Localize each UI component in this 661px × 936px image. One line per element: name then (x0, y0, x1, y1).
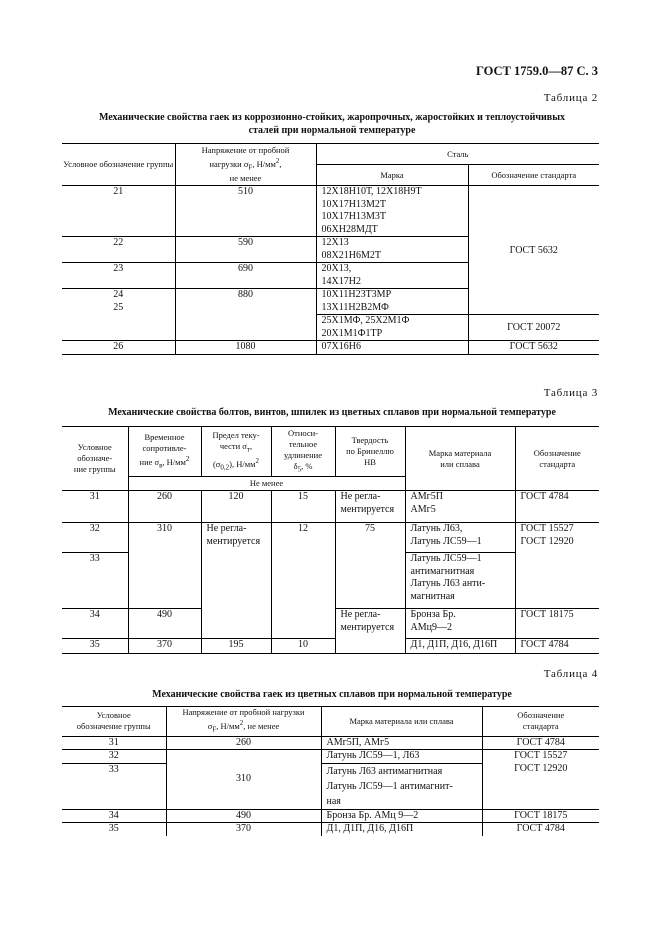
table-row: 31 260 120 15 Не регла- ментируется АМг5П АМг5 ГОСТ 4784 (62, 491, 599, 523)
table3-label: Таблица 3 (543, 387, 598, 399)
table-row: 22 590 12Х13 08Х21Н6М2Т (62, 237, 599, 263)
table-row: 32 310 Латунь ЛС59—1, Л63 ГОСТ 15527 (62, 750, 599, 764)
table4-title: Механические свойства гаек из цветных сплавов при нормальной температуре (152, 689, 512, 700)
table3-header-standard: Обозначение стандарта (515, 427, 599, 491)
table-row: 23 690 20Х13, 14Х17Н2 (62, 263, 599, 289)
table2-label: Таблица 2 (543, 92, 598, 104)
table2-title-line2: сталей при нормальной температуре (248, 125, 416, 136)
table-row: 34 490 Не регла- ментируется Бронза Бр. АМц9—2 ГОСТ 18175 (62, 609, 599, 639)
table-row: 35 370 195 10 Д1, Д1П, Д16, Д16П ГОСТ 4784 (62, 639, 599, 654)
table3-header-min: Не менее (128, 477, 405, 491)
table3-header-tensile: Временное сопротивле- ние $\sigma_в$, $Н/мм^2$ (128, 427, 201, 477)
table2-title (62, 111, 602, 137)
table3-header-material: Марка материала или сплава (405, 427, 515, 491)
table-row: 24 25 880 10Х11Н23Т3МР 13Х11Н2В2МФ (62, 289, 599, 315)
table-row: 32 310 Не регла- ментируется 12 75 Латунь Л63, Латунь ЛС59—1 ГОСТ 15527 ГОСТ 12920 (62, 523, 599, 553)
table4-header-standard: Обозначение стандарта (482, 707, 599, 737)
table3-header-elongation: Относи- тельное удлинение $\delta_5$, % (271, 427, 335, 477)
table-row: 33 Латунь Л63 антимагнитная Латунь ЛС59—1 антимагнит- ная ГОСТ 12920 (62, 763, 599, 809)
table-row: 25Х1МФ, 25Х2М1Ф 20Х1М1Ф1ТР ГОСТ 20072 (62, 315, 599, 341)
table2 (62, 143, 599, 355)
table4 (62, 706, 599, 836)
table4-header-stress: Напряжение от пробной нагрузки $\sigma_F$, $Н/мм^2$, не менее (166, 707, 321, 737)
table2-header-standard: Обозначение стандарта (468, 165, 599, 186)
table-row: 26 1080 07Х16Н6 ГОСТ 5632 (62, 341, 599, 355)
table-row: 21 510 12Х18Н10Т, 12Х18Н9Т 10Х17Н13М2Т 10Х17Н13М3Т 06ХН28МДТ ГОСТ 5632 (62, 186, 599, 237)
table3-header-group: Условное обозначе- ние группы (62, 427, 128, 491)
table-row: 34 490 Бронза Бр. АМц 9—2 ГОСТ 18175 (62, 809, 599, 823)
table4-header-material: Марка материала или сплава (321, 707, 482, 737)
table2-header-steel: Сталь (316, 144, 599, 165)
table-row: 31 260 АМг5П, АМг5 ГОСТ 4784 (62, 736, 599, 750)
table2-header-group: Условное обозначение группы (62, 144, 175, 186)
table2-title-line1: Механические свойства гаек из коррозионно-стойких, жаропрочных, жаростойких и теплоустойчивых (98, 112, 566, 123)
table3-title: Механические свойства болтов, винтов, шпилек из цветных сплавов при нормальной температуре (108, 407, 556, 418)
table2-std-gost20072: ГОСТ 20072 (468, 315, 599, 341)
table2-header-stress: Напряжение от пробной нагрузки $\sigma_F$, $Н/мм^2$, не менее (175, 144, 316, 186)
table4-label: Таблица 4 (543, 668, 598, 680)
table3 (62, 426, 599, 654)
page-header: ГОСТ 1759.0—87 С. 3 (475, 64, 598, 78)
table3-header-yield: Предел теку- чести $\sigma_т$, $(\sigma_{0,2})$, $Н/мм^2$ (201, 427, 271, 477)
table2-header-grade: Марка (316, 165, 468, 186)
table4-header-group: Условное обозначение группы (62, 707, 166, 737)
table-row: 33 Латунь ЛС59—1 антимагнитная Латунь Л63 анти- магнитная (62, 553, 599, 609)
table3-header-hardness: Твердость по Бринеллю НВ (335, 427, 405, 477)
table-row: 35 370 Д1, Д1П, Д16, Д16П ГОСТ 4784 (62, 823, 599, 836)
table2-std-gost5632: ГОСТ 5632 (468, 186, 599, 315)
